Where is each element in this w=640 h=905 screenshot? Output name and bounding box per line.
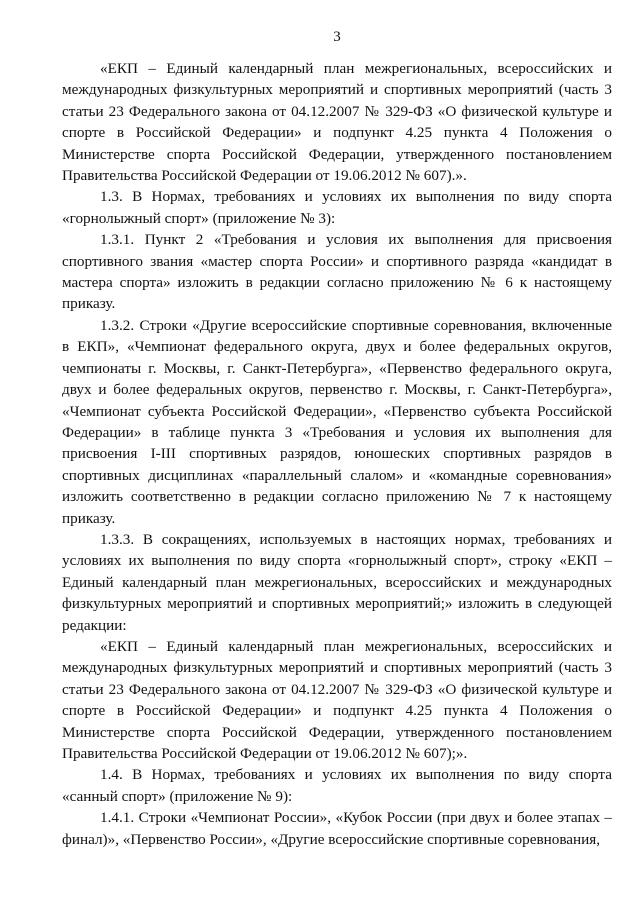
paragraph-1-3-3: 1.3.3. В сокращениях, используемых в настоящих нормах, требованиях и условиях их выполнения по виду спорта «горнолыжный спорт», строку «ЕКП – Единый календарный план межрегиональных, всероссийских и международных физкультурных мероприятий и спортивных мероприятий;» изложить в следующей редакции: — [62, 530, 612, 634]
paragraph-ekp-new-wording: «ЕКП – Единый календарный план межрегиональных, всероссийских и международных физкультурных мероприятий и спортивных мероприятий (часть 3 статьи 23 Федерального закона от 04.12.2007 № 329-ФЗ «О физической культуре и спорте в Российской Федерации» и подпункт 4.25 пункта 4 Положения о Министерстве спорта Российской Федерации, утвержденного постановлением Правительства Российской Федерации от 19.06.2012 № 607);». — [62, 637, 612, 762]
paragraph-1-3-1: 1.3.1. Пункт 2 «Требования и условия их выполнения для присвоения спортивного звания «мастер спорта России» и спортивного разряда «кандидат в мастера спорта» изложить в редакции согласно приложению № 6 к настоящему приказу. — [62, 231, 612, 313]
paragraph-1-4: 1.4. В Нормах, требованиях и условиях их выполнения по виду спорта «санный спорт» (приложение № 9): — [62, 766, 612, 805]
paragraph-ekp-definition: «ЕКП – Единый календарный план межрегиональных, всероссийских и международных физкультурных мероприятий и спортивных мероприятий (часть 3 статьи 23 Федерального закона от 04.12.2007 № 329-ФЗ «О физической культуре и спорте в Российской Федерации» и подпункт 4.25 пункта 4 Положения о Министерстве спорта Российской Федерации, утвержденного постановлением Правительства Российской Федерации от 19.06.2012 № 607).». — [62, 60, 612, 185]
page-number: 3 — [333, 29, 341, 45]
paragraph-1-3-2: 1.3.2. Строки «Другие всероссийские спортивные соревнования, включенные в ЕКП», «Чемпионат федерального округа, двух и более федеральных округов, чемпионаты г. Москвы, г. Санкт-Петербурга», «Первенство федерального округа, двух и более федеральных округов, первенство г. Москвы, г. Санкт-Петербурга», «Чемпионат субъекта Российской Федерации», «Первенство субъекта Российской Федерации» в таблице пункта 3 «Требования и условия их выполнения для присвоения I-III спортивных разрядов, юношеских спортивных разрядов в спортивных дисциплинах «параллельный слалом» и «командные соревнования» изложить соответственно в редакции согласно приложению № 7 к настоящему приказу. — [62, 316, 612, 527]
paragraph-1-3: 1.3. В Нормах, требованиях и условиях их выполнения по виду спорта «горнолыжный спорт» (приложение № 3): — [62, 188, 612, 227]
document-page — [62, 28, 612, 850]
paragraph-1-4-1: 1.4.1. Строки «Чемпионат России», «Кубок России (при двух и более этапах – финал)», «Первенство России», «Другие всероссийские спортивные соревнования, — [62, 809, 612, 848]
